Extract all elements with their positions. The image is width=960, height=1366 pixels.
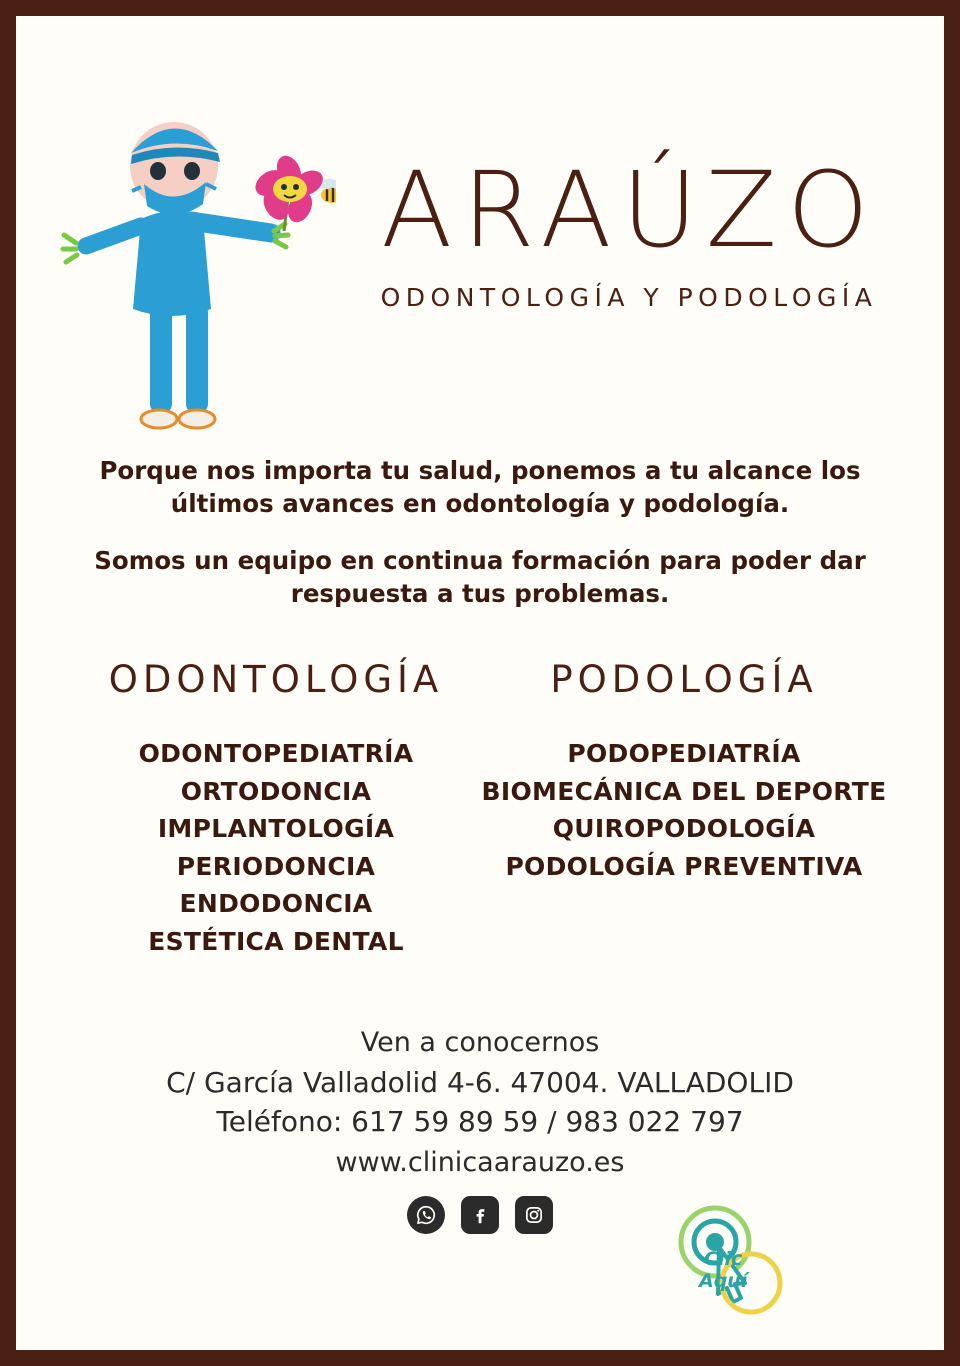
poster-inner	[16, 16, 944, 1350]
instagram-icon[interactable]	[515, 1196, 553, 1234]
click-here-label	[699, 1249, 747, 1293]
odontologia-list	[72, 735, 480, 960]
facebook-icon[interactable]	[461, 1196, 499, 1234]
list-item: PODOPEDIATRÍA	[567, 739, 801, 769]
list-item: ORTODONCIA	[180, 776, 372, 806]
contact-block	[16, 1024, 944, 1234]
brand-name: ARAÚZO	[381, 149, 879, 271]
contact-address: C/ García Valladolid 4-6. 47004. VALLADOLID	[166, 1065, 794, 1099]
list-item: PODOLOGÍA PREVENTIVA	[505, 851, 863, 881]
list-item: BIOMECÁNICA DEL DEPORTE	[481, 776, 887, 806]
list-item: ENDODONCIA	[179, 889, 373, 919]
header	[16, 16, 944, 436]
services-section	[16, 658, 944, 960]
list-item: ODONTOPEDIATRÍA	[138, 739, 414, 769]
contact-invite: Ven a conocernos	[360, 1027, 600, 1059]
list-item: ESTÉTICA DENTAL	[148, 926, 404, 956]
mascot-illustration	[46, 71, 336, 431]
podologia-title: PODOLOGÍA	[550, 658, 818, 702]
list-item: IMPLANTOLOGÍA	[157, 814, 395, 844]
click-line-1: Clic	[704, 1248, 743, 1270]
intro-line-1: Porque nos importa tu salud, ponemos a tu alcance los últimos avances en odontología y podología.	[99, 456, 861, 519]
brand-block	[316, 149, 936, 313]
intro-block	[86, 454, 874, 610]
social-links	[16, 1196, 944, 1234]
services-column-odontologia	[72, 658, 480, 960]
intro-line-2: Somos un equipo en continua formación para poder dar respuesta a tus problemas.	[94, 546, 866, 609]
click-here-badge[interactable]	[659, 1197, 794, 1322]
contact-website[interactable]: www.clinicaarauzo.es	[335, 1147, 625, 1179]
whatsapp-icon[interactable]	[407, 1196, 445, 1234]
click-line-2: Aquí	[699, 1269, 748, 1292]
services-column-podologia	[480, 658, 888, 960]
odontologia-title: ODONTOLOGÍA	[108, 658, 444, 702]
contact-phone[interactable]: Teléfono: 617 59 89 59 / 983 022 797	[216, 1105, 744, 1139]
brand-subtitle: ODONTOLOGÍA Y PODOLOGÍA	[380, 283, 878, 313]
list-item: PERIODONCIA	[176, 851, 376, 881]
list-item: QUIROPODOLOGÍA	[552, 814, 816, 844]
podologia-list	[480, 735, 888, 885]
